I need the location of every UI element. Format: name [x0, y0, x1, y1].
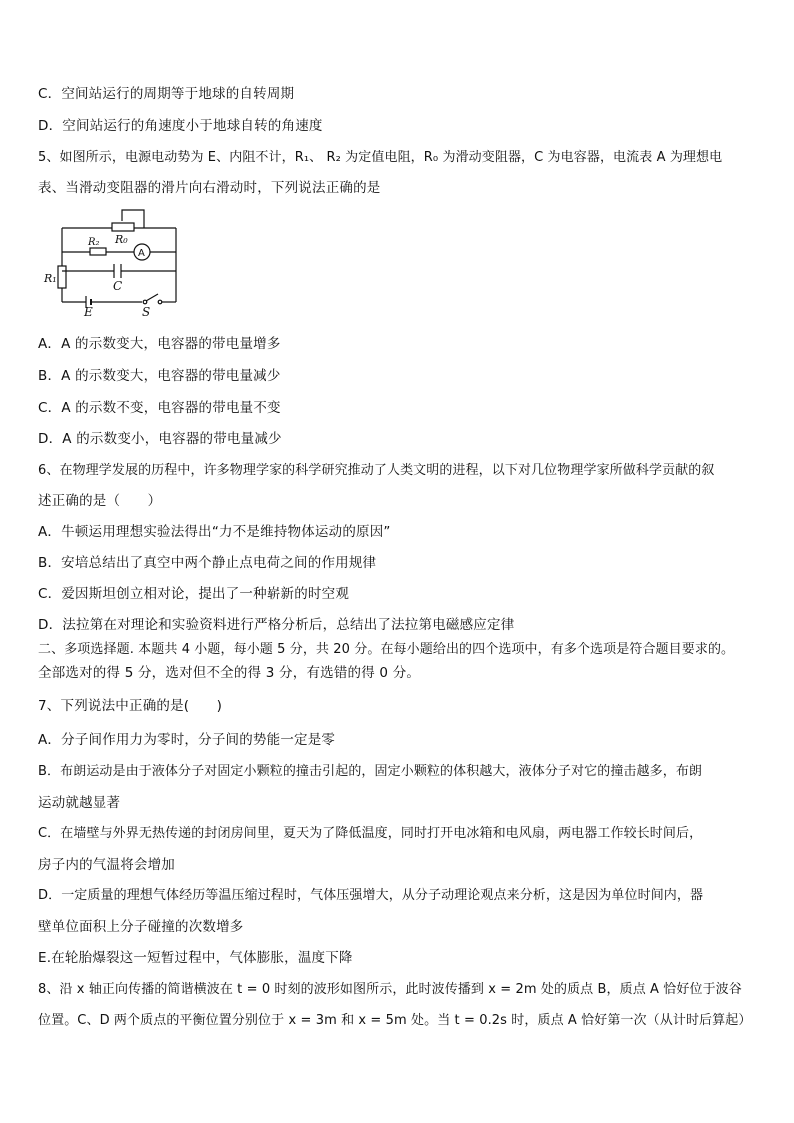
q7-option-a: A．分子间作用力为零时，分子间的势能一定是零: [38, 732, 336, 748]
label-source: E: [84, 305, 93, 318]
q7-option-c-line-1: C．在墙壁与外界无热传递的封闭房间里，夏天为了降低温度，同时打开电冰箱和电风扇，两电器工作较长时间后，: [38, 826, 703, 841]
q5-stem-line-1: 5、如图所示，电源电动势为 E、内阻不计，R₁、 R₂ 为定值电阻，R₀ 为滑动变阻器，C 为电容器，电流表 A 为理想电: [38, 150, 723, 165]
label-capacitor: C: [113, 279, 123, 293]
label-switch: S: [142, 305, 151, 318]
q7-option-b-line-2: 运动就越显著: [38, 795, 121, 811]
section-2-heading-line-2: 全部选对的得 5 分，选对但不全的得 3 分，有选错的得 0 分。: [38, 665, 421, 681]
q7-option-b-line-1: B．布朗运动是由于液体分子对固定小颗粒的撞击引起的，固定小颗粒的体积越大，液体分子对它的撞击越多，布朗: [38, 764, 703, 779]
q7-option-d-line-2: 壁单位面积上分子碰撞的次数增多: [38, 919, 244, 935]
q6-option-a: A．牛顿运用理想实验法得出“力不是维持物体运动的原因”: [38, 524, 391, 540]
q7-option-c-line-2: 房子内的气温将会增加: [38, 857, 175, 873]
label-r2: R₂: [88, 237, 100, 248]
q8-stem-line-2: 位置。C、D 两个质点的平衡位置分别位于 x = 3m 和 x = 5m 处。当 t = 0.2s 时，质点 A 恰好第一次（从计时后算起）: [38, 1013, 752, 1028]
q6-stem-line-1: 6、在物理学发展的历程中，许多物理学家的科学研究推动了人类文明的进程，以下对几位物理学家所做科学贡献的叙: [38, 463, 715, 478]
q7-stem: 7、下列说法中正确的是( ): [38, 698, 223, 714]
q5-option-a: A．A 的示数变大，电容器的带电量增多: [38, 336, 281, 352]
q6-option-b: B．安培总结出了真空中两个静止点电荷之间的作用规律: [38, 555, 377, 571]
q6-option-d: D．法拉第在对理论和实验资料进行严格分析后，总结出了法拉第电磁感应定律: [38, 617, 515, 633]
q5-option-b: B．A 的示数变大，电容器的带电量减少: [38, 368, 281, 384]
q7-option-e: E.在轮胎爆裂这一短暂过程中，气体膨胀，温度下降: [38, 950, 353, 966]
q4-option-c: C．空间站运行的周期等于地球的自转周期: [38, 86, 295, 102]
circuit-diagram: [42, 206, 192, 318]
ammeter-icon: A: [138, 248, 145, 259]
q8-stem-line-1: 8、沿 x 轴正向传播的简谐横波在 t = 0 时刻的波形如图所示，此时波传播到 x = 2m 处的质点 B，质点 A 恰好位于波谷: [38, 982, 742, 997]
label-r1: R₁: [44, 272, 57, 285]
label-r0: R₀: [115, 233, 128, 246]
q6-stem-line-2: 述正确的是（ ）: [38, 493, 162, 509]
q7-option-d-line-1: D．一定质量的理想气体经历等温压缩过程时，气体压强增大，从分子动理论观点来分析，这是因为单位时间内，器: [38, 888, 704, 903]
q4-option-d: D．空间站运行的角速度小于地球自转的角速度: [38, 118, 323, 134]
q6-option-c: C．爱因斯坦创立相对论，提出了一种崭新的时空观: [38, 586, 350, 602]
section-2-heading-line-1: 二、多项选择题. 本题共 4 小题，每小题 5 分，共 20 分。在每小题给出的四个选项中，有多个选项是符合题目要求的。: [38, 642, 735, 657]
q5-option-c: C．A 的示数不变，电容器的带电量不变: [38, 400, 281, 416]
q5-stem-line-2: 表、当滑动变阻器的滑片向右滑动时，下列说法正确的是: [38, 180, 381, 196]
q5-option-d: D．A 的示数变小，电容器的带电量减少: [38, 431, 282, 447]
